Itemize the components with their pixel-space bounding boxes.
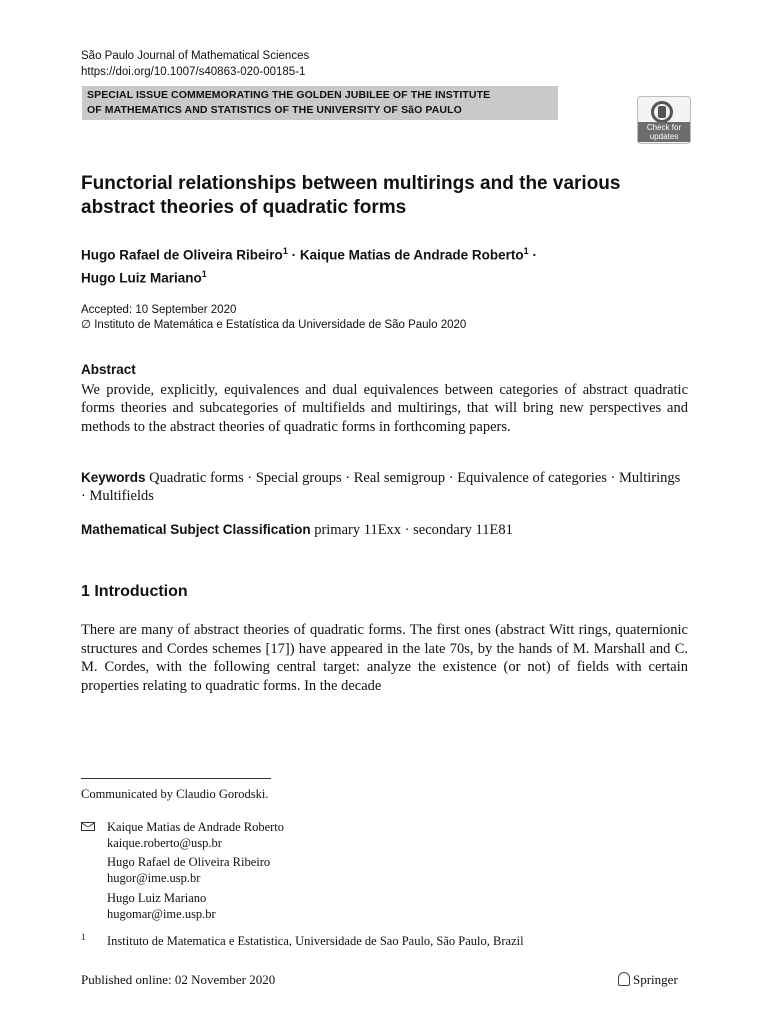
envelope-icon [81,822,95,831]
abstract-body: We provide, explicitly, equivalences and dual equivalences between categories of abstract quadratic forms theories and subcategories of multifields and multirings, that will bring new perspectives and methods to the abstract theories of quadratic forms in forthcoming papers. [81,382,688,435]
check-for-updates-badge[interactable] [637,96,691,144]
msc-classification [81,522,513,539]
keywords-text: Quadratic forms · Special groups · Real semigroup · Equivalence of categories · Multirings · Multifields [81,470,681,505]
corresponding-envelope [81,820,95,836]
introduction-body: There are many of abstract theories of quadratic forms. The first ones (abstract Witt rings, quaternionic structures and Cordes schemes [17]) have appeared in the late 70s, by the hands of M. Marshall and C. M. Cordes, with the following central target: analyze the existence (or not) of fields with certain properties relating to quadratic forms. In the decade [81,622,688,694]
banner-line-2: OF MATHEMATICS AND STATISTICS OF THE UNIVERSITY OF SãO PAULO [87,104,462,116]
title-line-1: Functorial relationships between multirings and the various [81,173,621,194]
banner-line-1: SPECIAL ISSUE COMMEMORATING THE GOLDEN JUBILEE OF THE INSTITUTE [87,89,491,101]
author-list: Hugo Rafael de Oliveira Ribeiro$^1$ · Kaique Matias de Andrade Roberto$^1$ · Hugo Luiz Mariano$^1$ [81,246,537,285]
doi-link[interactable]: https://doi.org/10.1007/s40863-020-00185-1 [81,66,306,78]
publisher-logo[interactable] [618,972,678,988]
email-link[interactable]: kaique.roberto@usp.br [107,835,222,850]
email-link[interactable]: hugor@ime.usp.br [107,870,201,885]
published-online: Published online: 02 November 2020 [81,972,276,987]
copyright-icon: ∅ [81,319,92,331]
copyright-line: ∅ Instituto de Matemática e Estatística da Universidade de São Paulo 2020 [81,319,467,331]
journal-name: São Paulo Journal of Mathematical Sciences [81,50,310,62]
special-issue-banner [82,86,558,120]
badge-line-1: Check for [646,123,682,132]
affiliation: Instituto de Matematica e Estatistica, Universidade de Sao Paulo, São Paulo, Brazil [107,934,524,948]
author-3[interactable]: Hugo Luiz Mariano [81,270,202,285]
keywords [81,469,688,506]
footnote-divider [81,778,271,779]
communicated-by: Communicated by Claudio Gorodski. [81,787,269,801]
publication-dates [81,303,466,333]
affiliation-number: 1 [81,932,86,942]
title-line-2: abstract theories of quadratic forms [81,197,407,218]
contact-2: Hugo Rafael de Oliveira Ribeiro hugor@ime.usp.br [107,855,271,885]
msc-label: Mathematical Subject Classification [81,522,311,537]
section-heading: 1 Introduction [81,583,188,600]
author-2[interactable]: Kaique Matias de Andrade Roberto [299,247,524,263]
msc-text: primary 11Exx · secondary 11E81 [314,522,513,538]
author-1[interactable]: Hugo Rafael de Oliveira Ribeiro [81,247,283,263]
publisher-name: Springer [633,972,678,987]
journal-header [81,48,309,80]
springer-horse-icon [618,972,630,986]
abstract-heading: Abstract [81,362,136,377]
accepted-date: Accepted: 10 September 2020 [81,304,237,316]
paper-title [81,172,681,220]
contact-1: Kaique Matias de Andrade Roberto kaique.roberto@usp.br [107,820,285,850]
email-link[interactable]: hugomar@ime.usp.br [107,906,216,921]
keywords-label: Keywords [81,470,146,485]
badge-line-2: updates [649,132,679,141]
contact-3: Hugo Luiz Mariano hugomar@ime.usp.br [107,891,216,921]
